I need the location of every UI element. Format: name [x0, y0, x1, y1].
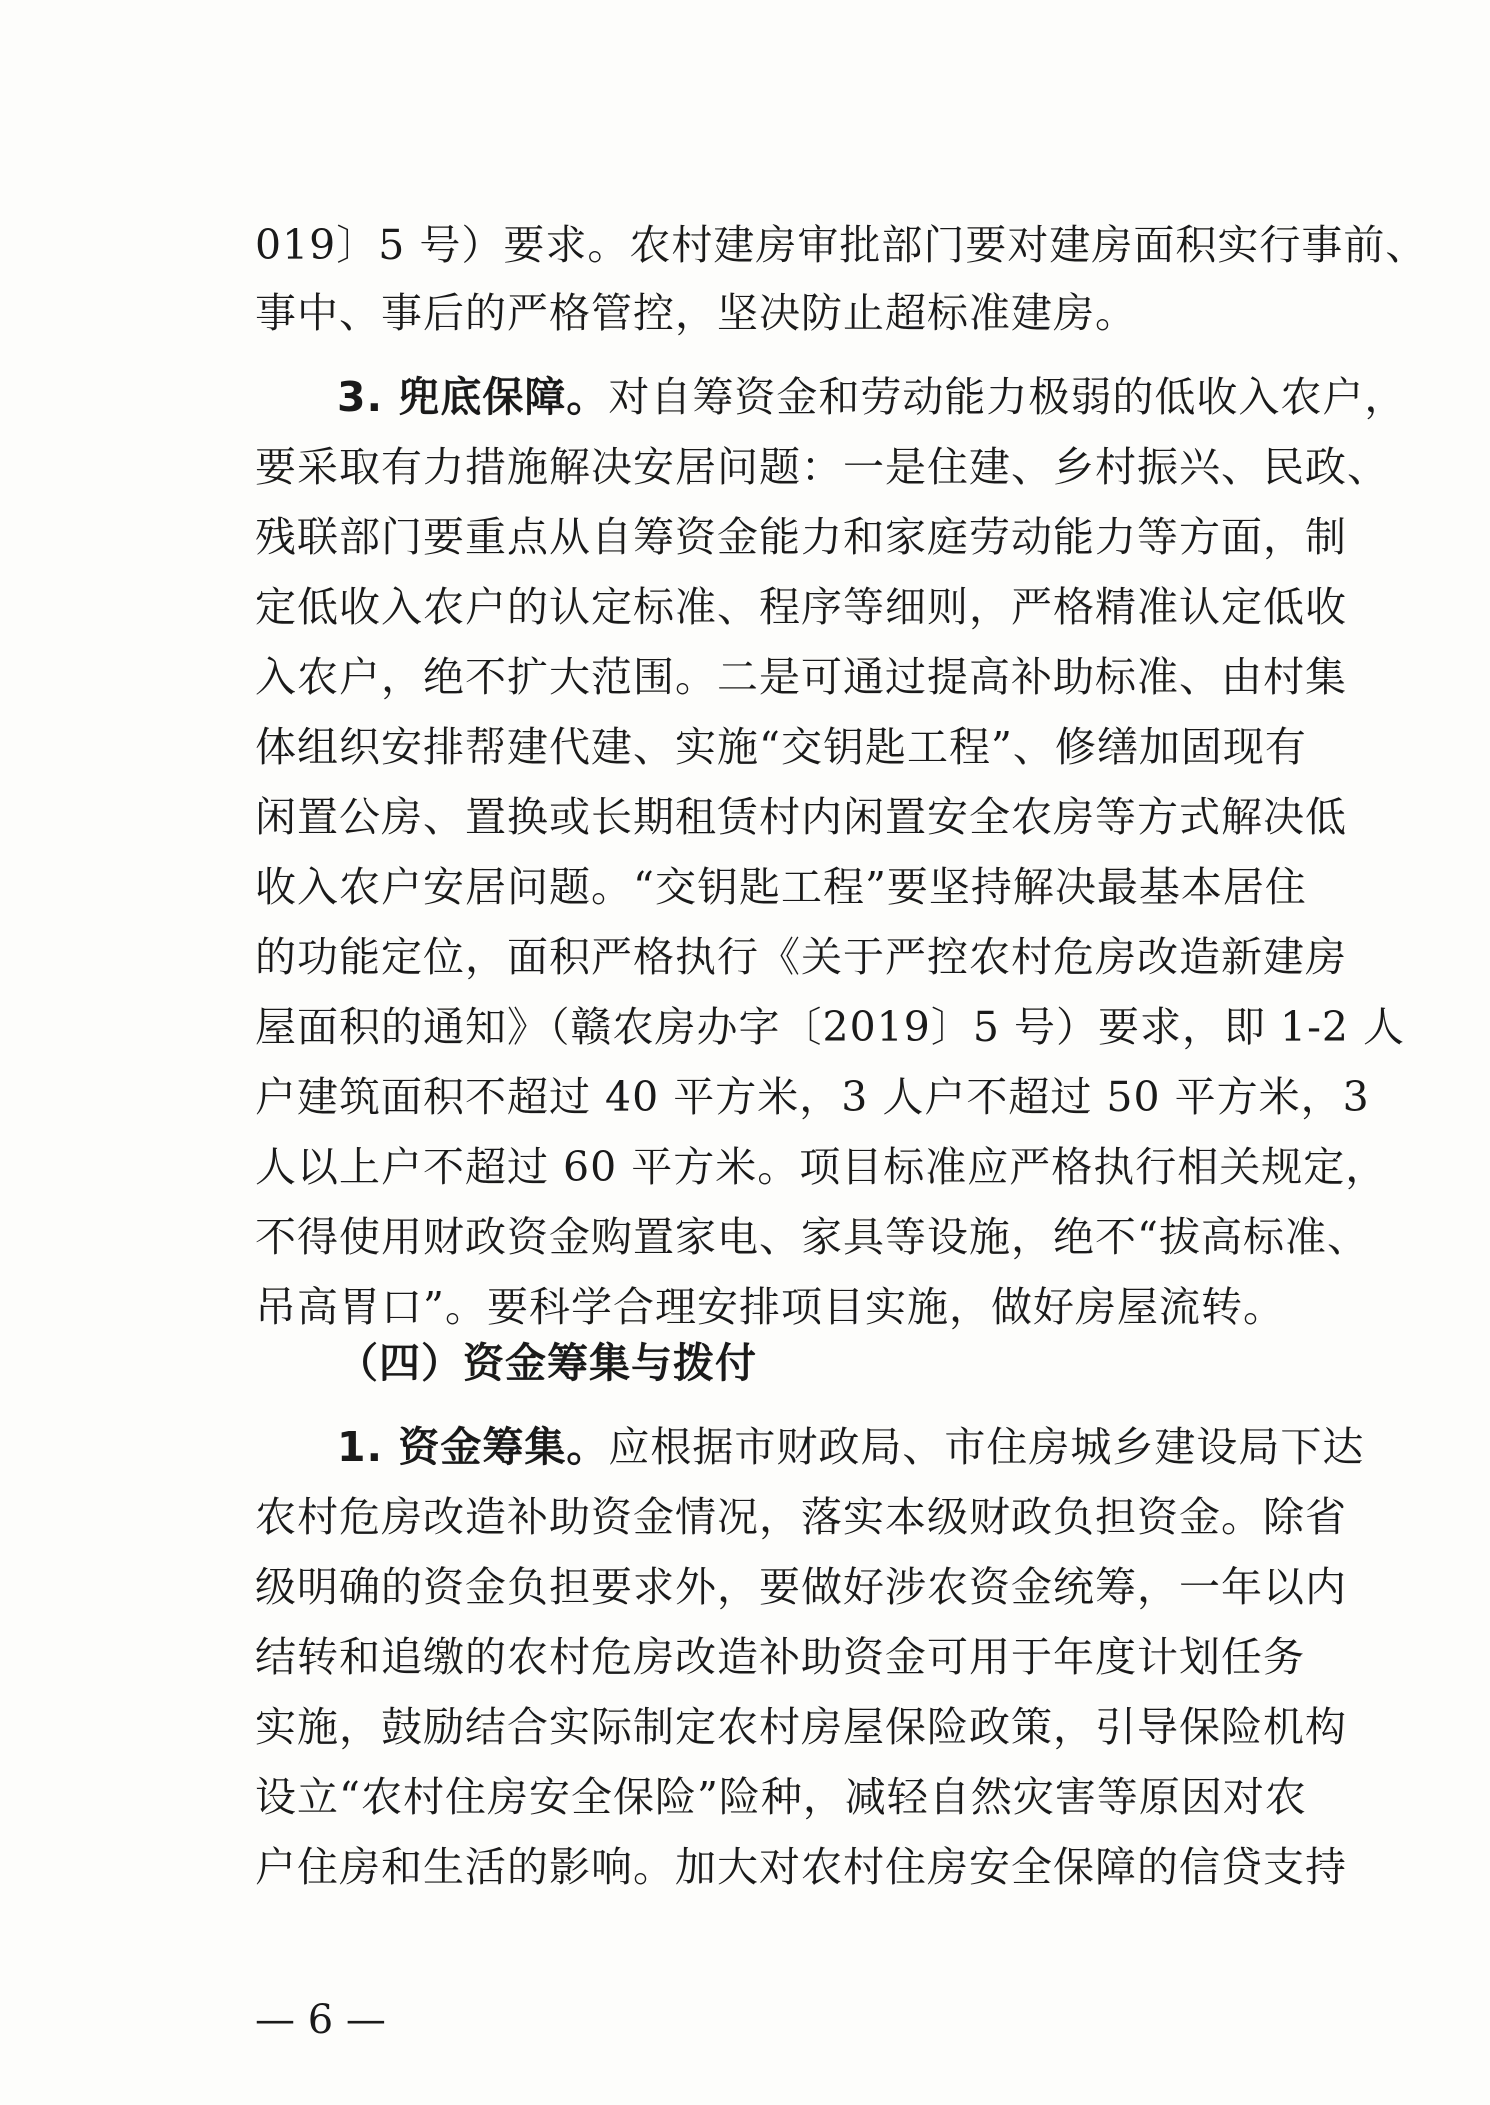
paragraph-first-line — [337, 362, 1407, 432]
text-line: 设立“农村住房安全保险”险种，减轻自然灾害等原因对农 — [255, 1773, 1307, 1821]
text-line: 残联部门要重点从自筹资金能力和家庭劳动能力等方面，制 — [255, 513, 1347, 561]
section-heading-text: （四）资金筹集与拨付 — [337, 1339, 757, 1387]
text-line: 户住房和生活的影响。加大对农村住房安全保障的信贷支持 — [255, 1843, 1347, 1891]
text-line: 体组织安排帮建代建、实施“交钥匙工程”、修缮加固现有 — [255, 723, 1307, 771]
text-line: 收入农户安居问题。“交钥匙工程”要坚持解决最基本居住 — [255, 863, 1307, 911]
text-line: 户建筑面积不超过 40 平方米，3 人户不超过 50 平方米，3 — [255, 1073, 1370, 1121]
text-line: 农村危房改造补助资金情况，落实本级财政负担资金。除省 — [255, 1493, 1347, 1541]
text-line: 事中、事后的严格管控，坚决防止超标准建房。 — [255, 289, 1137, 337]
text-line: 实施，鼓励结合实际制定农村房屋保险政策，引导保险机构 — [255, 1703, 1347, 1751]
text-line: 屋面积的通知》（赣农房办字〔2019〕5 号）要求，即 1-2 人 — [255, 1003, 1406, 1051]
text-line: 吊高胃口”。要科学合理安排项目实施，做好房屋流转。 — [255, 1283, 1285, 1331]
text-line: 人以上户不超过 60 平方米。项目标准应严格执行相关规定， — [255, 1143, 1388, 1191]
item-lead: 1. 资金筹集。 — [337, 1423, 609, 1471]
text-line: 级明确的资金负担要求外，要做好涉农资金统筹，一年以内 — [255, 1563, 1347, 1611]
item-text: 对自筹资金和劳动能力极弱的低收入农户， — [608, 373, 1407, 421]
text-line: 不得使用财政资金购置家电、家具等设施，绝不“拔高标准、 — [255, 1213, 1369, 1261]
text-line: 结转和追缴的农村危房改造补助资金可用于年度计划任务 — [255, 1633, 1305, 1681]
text-line: 要采取有力措施解决安居问题：一是住建、乡村振兴、民政、 — [255, 443, 1389, 491]
text-line: 的功能定位，面积严格执行《关于严控农村危房改造新建房 — [255, 933, 1347, 981]
text-line: 定低收入农户的认定标准、程序等细则，严格精准认定低收 — [255, 583, 1347, 631]
item-text: 应根据市财政局、市住房城乡建设局下达 — [608, 1423, 1365, 1471]
paragraph-first-line — [337, 1412, 1365, 1482]
text-line: 入农户，绝不扩大范围。二是可通过提高补助标准、由村集 — [255, 653, 1347, 701]
text-line: 019〕5 号）要求。农村建房审批部门要对建房面积实行事前、 — [255, 221, 1428, 269]
text-line: 闲置公房、置换或长期租赁村内闲置安全农房等方式解决低 — [255, 793, 1347, 841]
page-number: — 6 — — [255, 1997, 386, 2043]
item-lead: 3. 兜底保障。 — [337, 373, 609, 421]
